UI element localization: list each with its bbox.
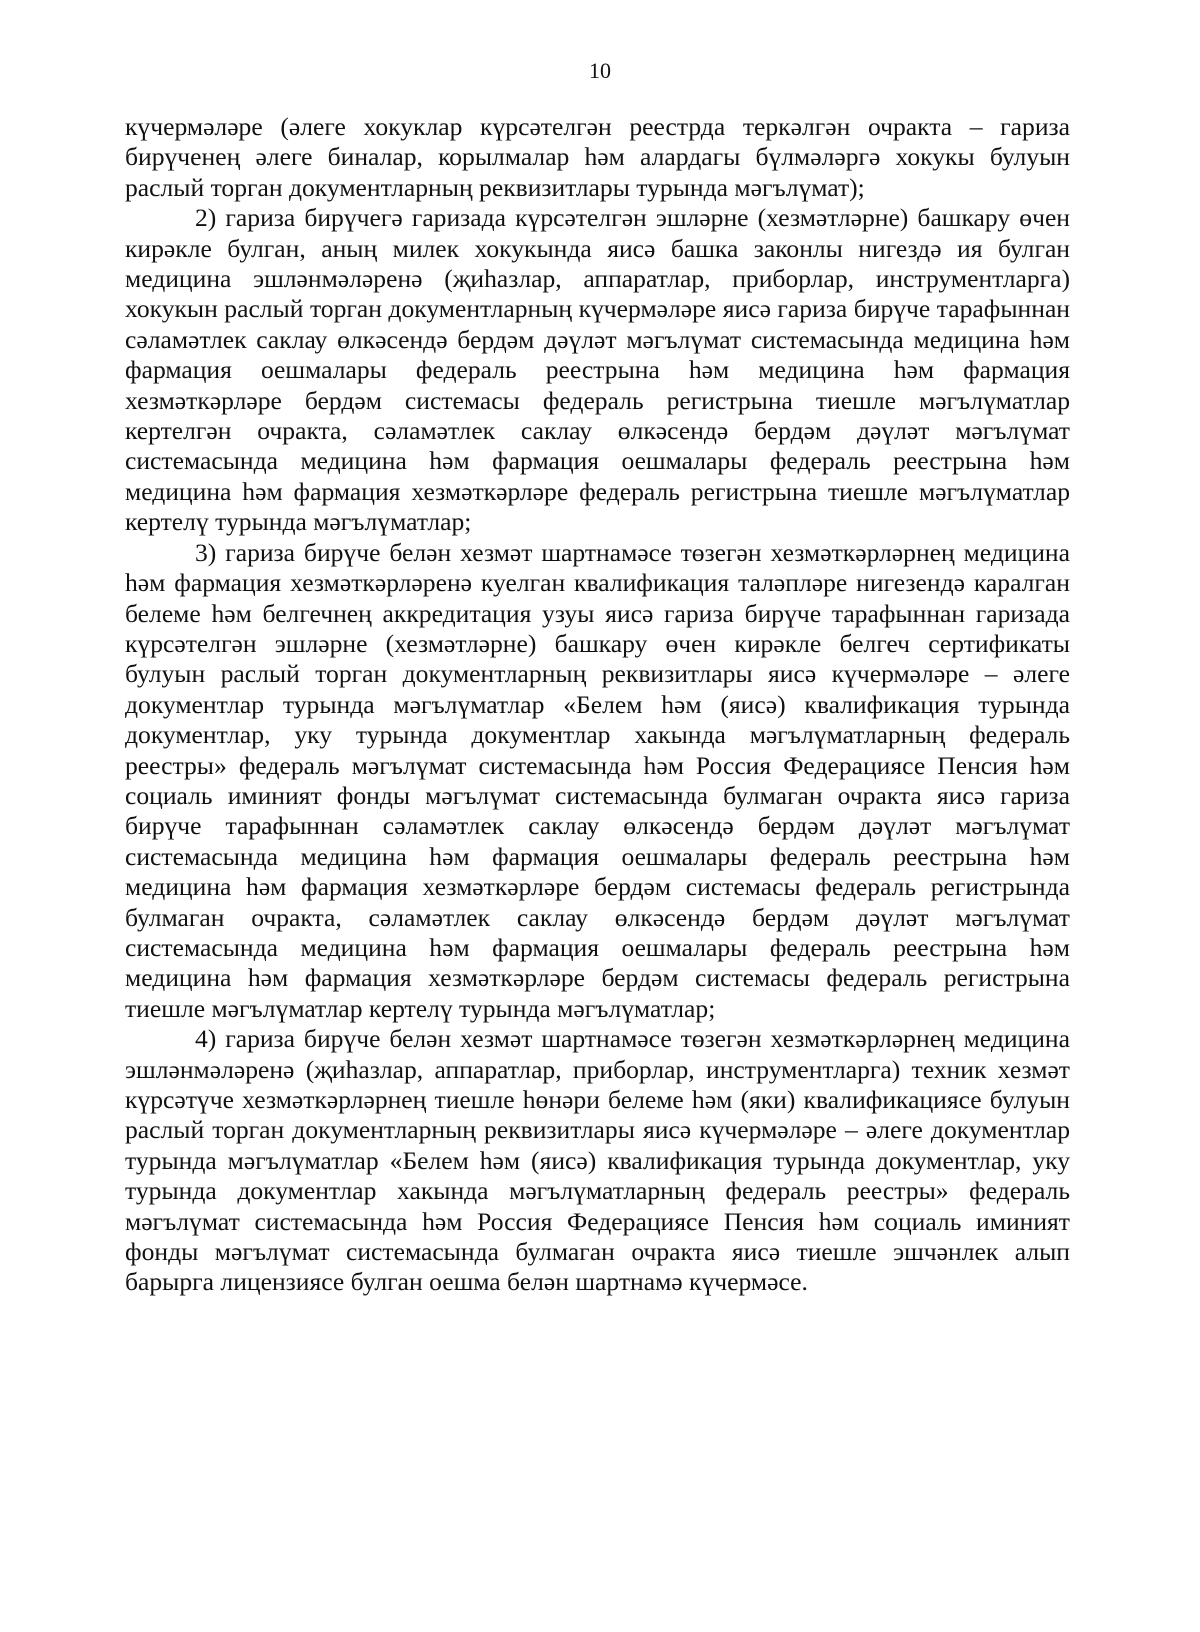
page-number: 10 — [589, 58, 611, 83]
paragraph-item-2: 2) гариза бирүчегә гаризада күрсәтелгән эшләрне (хезмәтләрне) башкару өчен кирәкле булган, аның милек хокукында яисә башка законлы нигездә ия булган медицина эшләнмәләренә (җиһазлар, аппаратлар, приборлар, инструментларга) хокукын раслый торган документларның күчермәләре яисә гариза бирүче тарафыннан сәламәтлек саклау өлкәсендә бердәм дәүләт мәгълүмат системасында медицина һәм фармация оешмалары федераль реестрына һәм медицина һәм фармация хезмәткәрләре бердәм системасы федераль регистрына тиешле мәгълүматлар кертелгән очракта, сәламәтлек саклау өлкәсендә бердәм дәүләт мәгълүмат системасында медицина һәм фармация оешмалары федераль реестрына һәм медицина һәм фармация хезмәткәрләре федераль регистрына тиешле мәгълүматлар кертелү турында мәгълүматлар; — [125, 203, 1070, 537]
document-body — [125, 112, 1070, 1298]
paragraph-continuation: күчермәләре (әлеге хокуклар күрсәтелгән реестрда теркәлгән очракта – гариза бирүченең әлеге биналар, корылмалар һәм алардагы бүлмәләргә хокукы булуын раслый торган документларның реквизитлары турында мәгълүмат); — [125, 112, 1070, 202]
paragraph-item-4: 4) гариза бирүче белән хезмәт шартнамәсе төзегән хезмәткәрләрнең медицина эшләнмәләренә (җиһазлар, аппаратлар, приборлар, инструментларга) техник хезмәт күрсәтүче хезмәткәрләрнең тиешле һөнәри белеме һәм (яки) квалификациясе булуын раслый торган документларның реквизитлары яисә күчермәләре – әлеге документлар турында мәгълүматлар «Белем һәм (яисә) квалификация турында документлар, уку турында документлар хакында мәгълүматларның федераль реестры» федераль мәгълүмат системасында һәм Россия Федерациясе Пенсия һәм социаль иминият фонды мәгълүмат системасында булмаган очракта яисә тиешле эшчәнлек алып барырга лицензиясе булган оешма белән шартнамә күчермәсе. — [125, 1024, 1070, 1297]
paragraph-item-3: 3) гариза бирүче белән хезмәт шартнамәсе төзегән хезмәткәрләрнең медицина һәм фармация хезмәткәрләренә куелган квалификация таләпләре нигезендә каралган белеме һәм белгечнең аккредитация узуы яисә гариза бирүче тарафыннан гаризада күрсәтелгән эшләрне (хезмәтләрне) башкару өчен кирәкле белгеч сертификаты булуын раслый торган документларның реквизитлары яисә күчермәләре – әлеге документлар турында мәгълүматлар «Белем һәм (яисә) квалификация турында документлар, уку турында документлар хакында мәгълүматларның федераль реестры» федераль мәгълүмат системасында һәм Россия Федерациясе Пенсия һәм социаль иминият фонды мәгълүмат системасында булмаган очракта яисә гариза бирүче тарафыннан сәламәтлек саклау өлкәсендә бердәм дәүләт мәгълүмат системасында медицина һәм фармация оешмалары федераль реестрына һәм медицина һәм фармация хезмәткәрләре бердәм системасы федераль регистрында булмаган очракта, сәламәтлек саклау өлкәсендә бердәм дәүләт мәгълүмат системасында медицина һәм фармация оешмалары федераль реестрына һәм медицина һәм фармация хезмәткәрләре бердәм системасы федераль регистрына тиешле мәгълүматлар кертелү турында мәгълүматлар; — [125, 537, 1070, 1023]
